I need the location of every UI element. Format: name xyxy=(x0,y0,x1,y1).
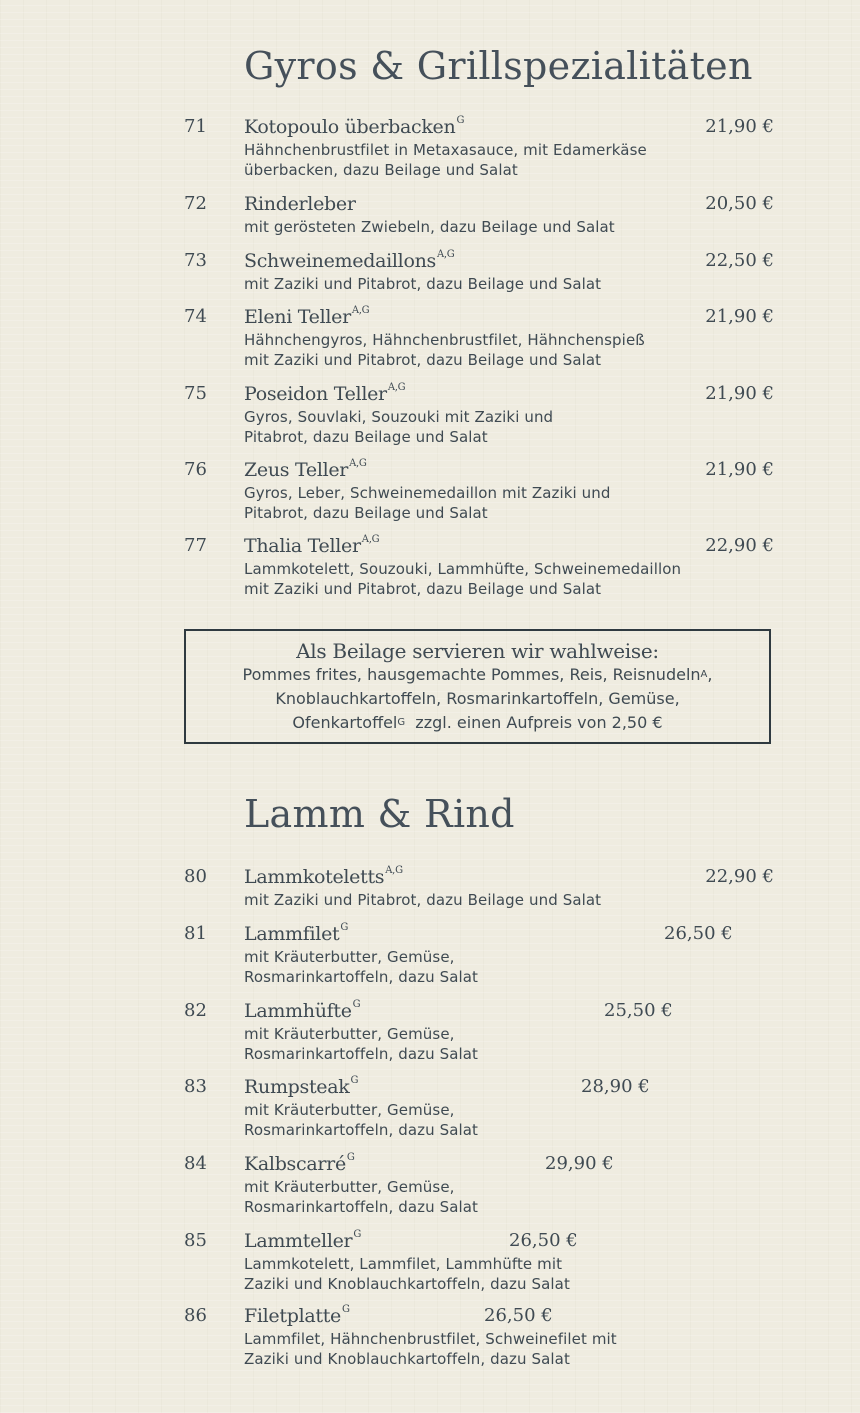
sides-box-line: Knoblauchkartoffeln, Rosmarinkartoffeln, Gemüse, xyxy=(275,689,680,708)
item-price: 26,50 € xyxy=(664,923,733,944)
item-number: 77 xyxy=(184,535,207,556)
item-name-text: Lammfilet xyxy=(244,923,340,945)
desc-line: Zaziki und Knoblauchkartoffeln, dazu Salat xyxy=(244,1275,570,1293)
sides-text: Ofenkartoffel xyxy=(292,713,398,732)
desc-line: mit Zaziki und Pitabrot, dazu Beilage und Salat xyxy=(244,275,602,293)
item-name xyxy=(244,1153,355,1175)
item-name xyxy=(244,1230,361,1252)
desc-line: Gyros, Souvlaki, Souzouki mit Zaziki und xyxy=(244,408,554,426)
sides-box-line xyxy=(186,663,769,687)
item-description xyxy=(244,407,714,447)
desc-line: mit Zaziki und Pitabrot, dazu Beilage und Salat xyxy=(244,580,602,598)
item-name-text: Rumpsteak xyxy=(244,1076,350,1098)
item-allergens: G xyxy=(456,115,465,126)
item-allergens: A,G xyxy=(349,458,367,469)
item-name-text: Filetplatte xyxy=(244,1305,341,1327)
item-name-text: Thalia Teller xyxy=(244,535,361,557)
desc-line: Zaziki und Knoblauchkartoffeln, dazu Salat xyxy=(244,1350,570,1368)
item-number: 72 xyxy=(184,193,207,214)
item-price: 21,90 € xyxy=(705,459,774,480)
item-price: 29,90 € xyxy=(545,1153,614,1174)
desc-line: überbacken, dazu Beilage und Salat xyxy=(244,161,518,179)
item-name-text: Poseidon Teller xyxy=(244,383,387,405)
item-allergens: G xyxy=(346,1152,355,1163)
item-name-text: Eleni Teller xyxy=(244,306,351,328)
item-description xyxy=(244,1024,714,1064)
item-price: 21,90 € xyxy=(705,306,774,327)
item-description xyxy=(244,330,714,370)
item-price: 25,50 € xyxy=(604,1000,673,1021)
desc-line: mit Kräuterbutter, Gemüse, xyxy=(244,1101,455,1119)
item-allergens: A,G xyxy=(361,534,380,545)
item-number: 81 xyxy=(184,923,207,944)
item-name xyxy=(244,459,367,481)
item-name-text: Zeus Teller xyxy=(244,459,349,481)
desc-line: Gyros, Leber, Schweinemedaillon mit Zaziki und xyxy=(244,484,611,502)
item-name xyxy=(244,116,464,138)
item-price: 20,50 € xyxy=(705,193,774,214)
desc-line: Lammkotelett, Souzouki, Lammhüfte, Schweinemedaillon xyxy=(244,560,682,578)
desc-line: Rosmarinkartoffeln, dazu Salat xyxy=(244,1198,479,1216)
item-name xyxy=(244,535,379,557)
item-price: 26,50 € xyxy=(484,1305,553,1326)
item-number: 71 xyxy=(184,116,207,137)
desc-line: Pitabrot, dazu Beilage und Salat xyxy=(244,504,488,522)
sides-box-line xyxy=(186,711,769,735)
item-price: 26,50 € xyxy=(509,1230,578,1251)
section-title-gyros: Gyros & Grillspezialitäten xyxy=(244,44,753,88)
desc-line: mit gerösteten Zwiebeln, dazu Beilage und Salat xyxy=(244,218,615,236)
item-price: 22,90 € xyxy=(705,535,774,556)
item-description xyxy=(244,217,714,237)
item-name xyxy=(244,250,454,272)
desc-line: Rosmarinkartoffeln, dazu Salat xyxy=(244,1121,479,1139)
item-allergens: G xyxy=(340,922,349,933)
item-description xyxy=(244,1329,714,1369)
desc-line: Lammfilet, Hähnchenbrustfilet, Schweinefilet mit xyxy=(244,1330,617,1348)
item-name-text: Lammteller xyxy=(244,1230,353,1252)
desc-line: mit Kräuterbutter, Gemüse, xyxy=(244,948,455,966)
item-description xyxy=(244,947,714,987)
desc-line: mit Zaziki und Pitabrot, dazu Beilage und Salat xyxy=(244,351,602,369)
item-description xyxy=(244,559,714,599)
item-name xyxy=(244,1000,360,1022)
item-number: 74 xyxy=(184,306,207,327)
item-number: 82 xyxy=(184,1000,207,1021)
desc-line: Pitabrot, dazu Beilage und Salat xyxy=(244,428,488,446)
sides-info-box xyxy=(184,629,771,744)
item-name-text: Rinderleber xyxy=(244,193,356,215)
desc-line: mit Zaziki und Pitabrot, dazu Beilage und Salat xyxy=(244,891,602,909)
item-price: 22,50 € xyxy=(705,250,774,271)
desc-line: mit Kräuterbutter, Gemüse, xyxy=(244,1178,455,1196)
item-name-text: Schweinemedaillons xyxy=(244,250,436,272)
item-price: 21,90 € xyxy=(705,116,774,137)
item-allergens: G xyxy=(342,1304,350,1315)
item-allergens: G xyxy=(353,1229,362,1240)
item-name-text: Kotopoulo überbacken xyxy=(244,116,456,138)
desc-line: Rosmarinkartoffeln, dazu Salat xyxy=(244,1045,479,1063)
item-description xyxy=(244,1254,714,1294)
item-number: 85 xyxy=(184,1230,207,1251)
desc-line: mit Kräuterbutter, Gemüse, xyxy=(244,1025,455,1043)
item-name-text: Kalbscarré xyxy=(244,1153,346,1175)
sides-text: Pommes frites, hausgemachte Pommes, Reis, Reisnudeln xyxy=(242,665,701,684)
item-number: 84 xyxy=(184,1153,207,1174)
item-allergens: A,G xyxy=(385,865,403,876)
desc-line: Rosmarinkartoffeln, dazu Salat xyxy=(244,968,479,986)
item-price: 21,90 € xyxy=(705,383,774,404)
sides-text: zzgl. einen Aufpreis von 2,50 € xyxy=(405,713,663,732)
item-number: 86 xyxy=(184,1305,207,1326)
item-name-text: Lammhüfte xyxy=(244,1000,352,1022)
item-allergens: A,G xyxy=(436,249,455,260)
item-name-text: Lammkoteletts xyxy=(244,866,385,888)
item-name xyxy=(244,1305,350,1327)
item-description xyxy=(244,140,714,180)
sides-text: , xyxy=(707,665,713,684)
desc-line: Hähnchenbrustfilet in Metaxasauce, mit Edamerkäse xyxy=(244,141,647,159)
item-number: 75 xyxy=(184,383,207,404)
item-name xyxy=(244,306,369,328)
item-number: 73 xyxy=(184,250,207,271)
sides-box-title: Als Beilage servieren wir wahlweise: xyxy=(296,639,659,663)
item-allergens: G xyxy=(350,1075,359,1086)
sides-allergen: G xyxy=(397,717,406,728)
section-title-lamm-rind: Lamm & Rind xyxy=(244,792,515,836)
item-description xyxy=(244,1100,714,1140)
item-allergens: A,G xyxy=(387,382,406,393)
item-price: 22,90 € xyxy=(705,866,774,887)
item-description xyxy=(244,483,714,523)
item-description xyxy=(244,1177,714,1217)
item-number: 80 xyxy=(184,866,207,887)
item-allergens: A,G xyxy=(351,305,370,316)
item-name xyxy=(244,1076,358,1098)
item-name xyxy=(244,866,403,888)
item-number: 76 xyxy=(184,459,207,480)
item-name xyxy=(244,923,348,945)
desc-line: Lammkotelett, Lammfilet, Lammhüfte mit xyxy=(244,1255,563,1273)
item-price: 28,90 € xyxy=(581,1076,650,1097)
sides-allergen: A xyxy=(700,669,708,680)
item-description xyxy=(244,890,714,910)
item-name xyxy=(244,193,356,215)
item-number: 83 xyxy=(184,1076,207,1097)
item-description xyxy=(244,274,714,294)
desc-line: Hähnchengyros, Hähnchenbrustfilet, Hähnchenspieß xyxy=(244,331,645,349)
item-allergens: G xyxy=(352,999,361,1010)
item-name xyxy=(244,383,405,405)
